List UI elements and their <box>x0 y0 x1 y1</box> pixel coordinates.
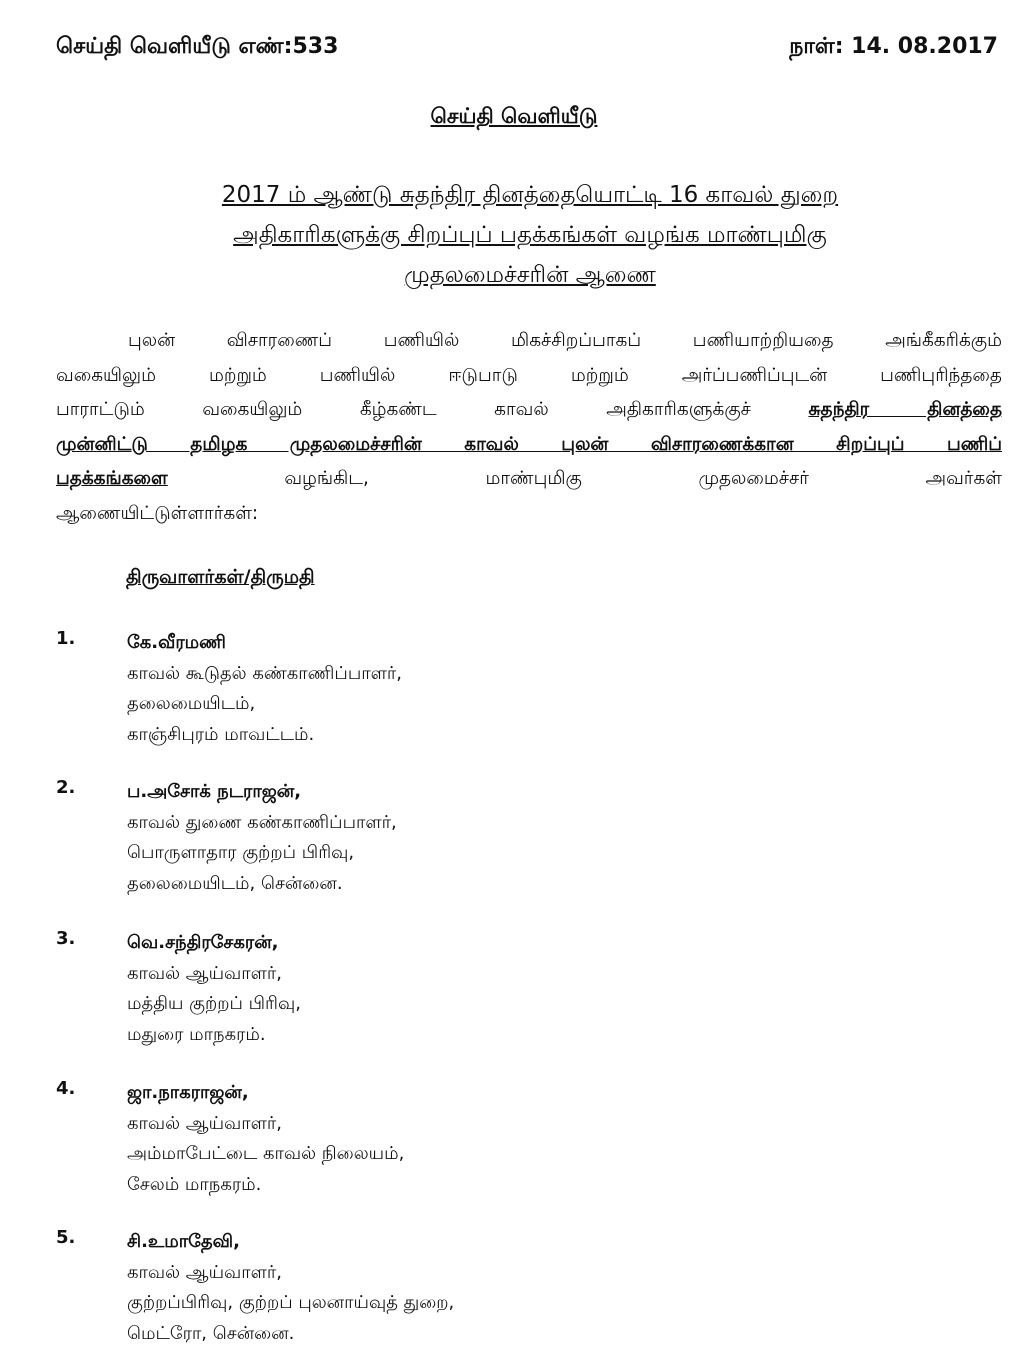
recipient-name: ப.அசோக் நடராஜன், <box>127 781 302 802</box>
press-release-title <box>100 175 960 295</box>
paragraph-line-5 <box>56 462 1002 497</box>
release-date: நாள்: 14. 08.2017 <box>789 34 998 59</box>
recipient-name: சி.உமாதேவி, <box>127 1231 240 1252</box>
release-number: செய்தி வெளியீடு எண்:533 <box>56 34 339 59</box>
recipient-unit: குற்றப்பிரிவு, குற்றப் புலனாய்வுத் துறை, <box>127 1292 455 1313</box>
document-type-heading: செய்தி வெளியீடு <box>430 104 598 128</box>
recipient-details <box>127 777 397 899</box>
recipient-designation: காவல் துணை கண்காணிப்பாளர், <box>127 811 397 833</box>
paragraph-line-3-text: பாராட்டும் வகையிலும் கீழ்கண்ட காவல் அதிகாரிகளுக்குச் <box>56 399 751 420</box>
recipient-number: 2. <box>56 777 76 798</box>
recipient-details <box>127 628 402 750</box>
recipient-name: கே.வீரமணி <box>127 632 226 653</box>
recipient-number: 3. <box>56 928 76 949</box>
paragraph-line-5-emphasis: பதக்கங்களை <box>56 468 168 489</box>
title-line-2: அதிகாரிகளுக்கு சிறப்புப் பதக்கங்கள் வழங்க மாண்புமிகு <box>233 222 827 248</box>
recipient-unit: தலைமையிடம், <box>127 693 256 714</box>
recipient-unit: மத்திய குற்றப் பிரிவு, <box>127 993 301 1014</box>
recipient-number: 4. <box>56 1078 76 1099</box>
paragraph-line-3-emphasis: சுதந்திர தினத்தை <box>808 399 1002 420</box>
paragraph-line-4-emphasis: முன்னிட்டு தமிழக முதலமைச்சரின் காவல் புலன் விசாரணைக்கான சிறப்புப் பணிப் <box>56 433 1002 455</box>
salutation: திருவாளர்கள்/திருமதி <box>126 566 315 588</box>
recipient-designation: காவல் ஆய்வாளர், <box>127 1261 283 1283</box>
recipient-details <box>127 1078 404 1200</box>
recipient-designation: காவல் ஆய்வாளர், <box>127 962 283 984</box>
recipient-designation: காவல் கூடுதல் கண்காணிப்பாளர், <box>127 662 402 684</box>
body-paragraph <box>56 324 1002 531</box>
paragraph-line-5-text: வழங்கிட, மாண்புமிகு முதலமைச்சர் அவர்கள் <box>284 468 1002 489</box>
paragraph-line-6: ஆணையிட்டுள்ளார்கள்: <box>56 502 259 524</box>
recipient-unit: பொருளாதார குற்றப் பிரிவு, <box>127 842 355 863</box>
title-line-1: 2017 ம் ஆண்டு சுதந்திர தினத்தையொட்டி 16 காவல் துறை <box>221 182 839 208</box>
recipient-location: சேலம் மாநகரம். <box>127 1173 262 1195</box>
recipient-designation: காவல் ஆய்வாளர், <box>127 1112 283 1134</box>
recipient-number: 5. <box>56 1227 76 1248</box>
paragraph-line-3 <box>56 393 1002 428</box>
recipient-number: 1. <box>56 628 76 649</box>
recipient-location: மதுரை மாநகரம். <box>127 1023 266 1045</box>
recipient-details <box>127 928 301 1050</box>
recipient-location: காஞ்சிபுரம் மாவட்டம். <box>127 723 315 745</box>
recipient-details <box>127 1227 454 1349</box>
title-line-3: முதலமைச்சரின் ஆணை <box>404 262 656 288</box>
recipient-name: ஜா.நாகராஜன், <box>127 1082 249 1103</box>
recipient-location: தலைமையிடம், சென்னை. <box>127 872 343 894</box>
recipient-unit: அம்மாபேட்டை காவல் நிலையம், <box>127 1143 405 1164</box>
recipient-name: வெ.சந்திரசேகரன், <box>127 932 279 953</box>
paragraph-line-2: வகையிலும் மற்றும் பணியில் ஈடுபாடு மற்றும் அர்ப்பணிப்புடன் பணிபுரிந்ததை <box>56 364 1002 386</box>
recipient-location: மெட்ரோ, சென்னை. <box>127 1322 295 1344</box>
paragraph-line-1: புலன் விசாரணைப் பணியில் மிகச்சிறப்பாகப் பணியாற்றியதை அங்கீகரிக்கும் <box>128 330 1002 351</box>
